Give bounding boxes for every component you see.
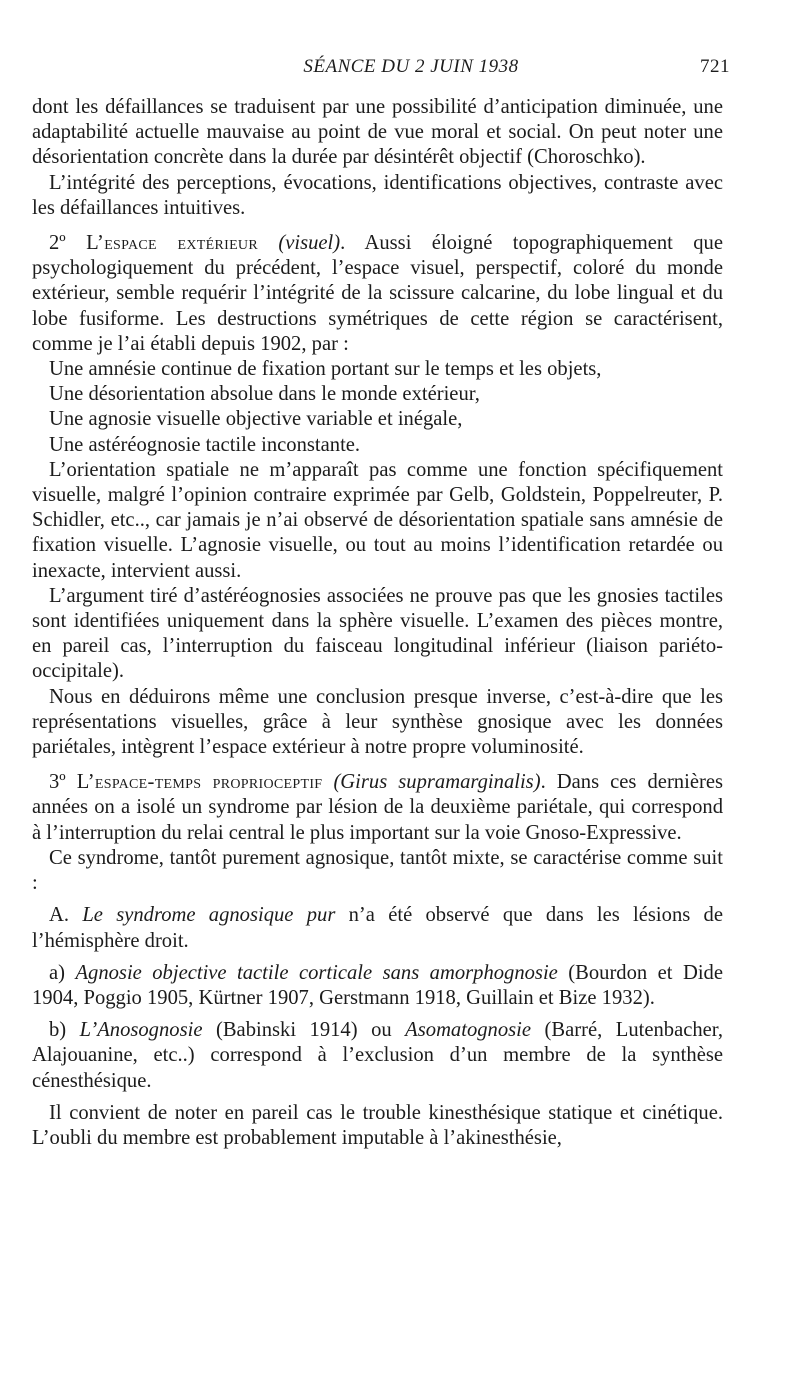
running-header <box>32 56 730 86</box>
paragraph-4: L’orientation spatiale ne m’apparaît pas comme une fonction spécifiquement visuelle, malgré l’opinion contraire exprimée par Gelb, Goldstein, Poppelreuter, P. Schidler, etc.., car jamais je n’ai observé de désorientation spatiale sans amnésie de fixation visuelle. L’agnosie visuelle, ou tout au moins l’identification retardée ou inexacte, intervient aussi. <box>32 458 723 582</box>
item-label: a) <box>49 961 76 984</box>
paragraph-8: Ce syndrome, tantôt purement agnosique, tantôt mixte, se caractérise comme suit : <box>32 846 723 895</box>
item-label: A. <box>49 904 83 927</box>
list-item: Une désorientation absolue dans le monde extérieur, <box>49 383 480 406</box>
item-title: L’Anosognosie <box>79 1019 203 1042</box>
section-text: . Aussi éloigné topographiquement que psychologiquement du précédent, l’espace visuel, perspectif, coloré du monde extérieur, semble requérir l’intégrité de la scissure calcarine, du lobe lingual et du lobe fusiforme. Les destructions symétriques de cette région se caractérisent, comme je l’ai établi depuis 1902, par : <box>32 232 723 355</box>
body-text <box>32 95 723 1151</box>
paragraph-2: L’intégrité des perceptions, évocations, identifications objectives, contraste avec les défaillances intuitives. <box>32 171 723 219</box>
list-item: Une amnésie continue de fixation portant sur le temps et les objets, <box>49 358 602 381</box>
section-subject: (Girus supramarginalis) <box>333 771 541 794</box>
item-text: (Babinski 1914) ou <box>202 1019 406 1042</box>
item-title: Le syndrome agnosique pur <box>82 904 336 927</box>
running-title: SÉANCE DU 2 JUIN 1938 <box>303 56 519 77</box>
section-heading: L’espace-temps proprioceptif <box>76 771 323 794</box>
item-text: n’a été observé que dans les lésions de l’hémisphère droit. <box>32 904 723 952</box>
list-item: Une agnosie visuelle objective variable et inégale, <box>49 408 463 431</box>
section-text: . Dans ces dernières années on a isolé un syndrome par lésion de la deuxième pariétale, qui correspond à l’interruption du relai central le plus important sur la voie Gnoso-Expressive. <box>32 771 723 844</box>
list-item: Une astéréognosie tactile inconstante. <box>49 433 361 456</box>
item-text: (Barré, Lutenbacher, Alajouanine, etc..) correspond à l’exclusion d’un membre de la synthèse cénesthésique. <box>32 1019 723 1092</box>
paragraph-1: dont les défaillances se traduisent par une possibilité d’anticipation diminuée, une adaptabilité actuelle mauvaise au point de vue moral et social. On peut noter une désorientation concrète dans la durée par désintérêt objectif (Choroschko). <box>32 96 723 169</box>
paragraph-a-lower <box>32 961 723 1011</box>
section-subject: (visuel) <box>278 232 341 255</box>
item-title: Asomatognosie <box>405 1019 532 1042</box>
paragraph-6: Nous en déduirons même une conclusion presque inverse, c’est-à-dire que les représentations visuelles, grâce à leur synthèse gnosique avec les données pariétales, intègrent l’espace extérieur à notre propre voluminosité. <box>32 685 723 759</box>
item-text: (Bourdon et Dide 1904, Poggio 1905, Kürtner 1907, Gerstmann 1918, Guillain et Bize 1932). <box>32 961 723 1009</box>
paragraph-a-upper <box>32 903 723 953</box>
section-number: 2º <box>49 232 66 255</box>
page-number: 721 <box>700 56 730 77</box>
item-label: b) <box>49 1019 80 1042</box>
paragraph-12: Il convient de noter en pareil cas le trouble kinesthésique statique et cinétique. L’oubli du membre est probablement imputable à l’akinesthésie, <box>32 1101 723 1149</box>
item-title: Agnosie objective tactile corticale sans amorphognosie <box>75 961 558 984</box>
paragraph-5: L’argument tiré d’astéréognosies associées ne prouve pas que les gnosies tactiles sont identifiées uniquement dans la sphère visuelle. L’examen des pièces montre, en pareil cas, l’interruption du faisceau longitudinal inférieur (liaison pariéto-occipitale). <box>32 584 723 683</box>
section-3-paragraph <box>32 770 723 846</box>
section-2-paragraph <box>32 231 723 357</box>
paragraph-b-lower <box>32 1018 723 1094</box>
section-number: 3º <box>49 771 66 794</box>
section-heading: L’espace extérieur <box>86 232 258 255</box>
